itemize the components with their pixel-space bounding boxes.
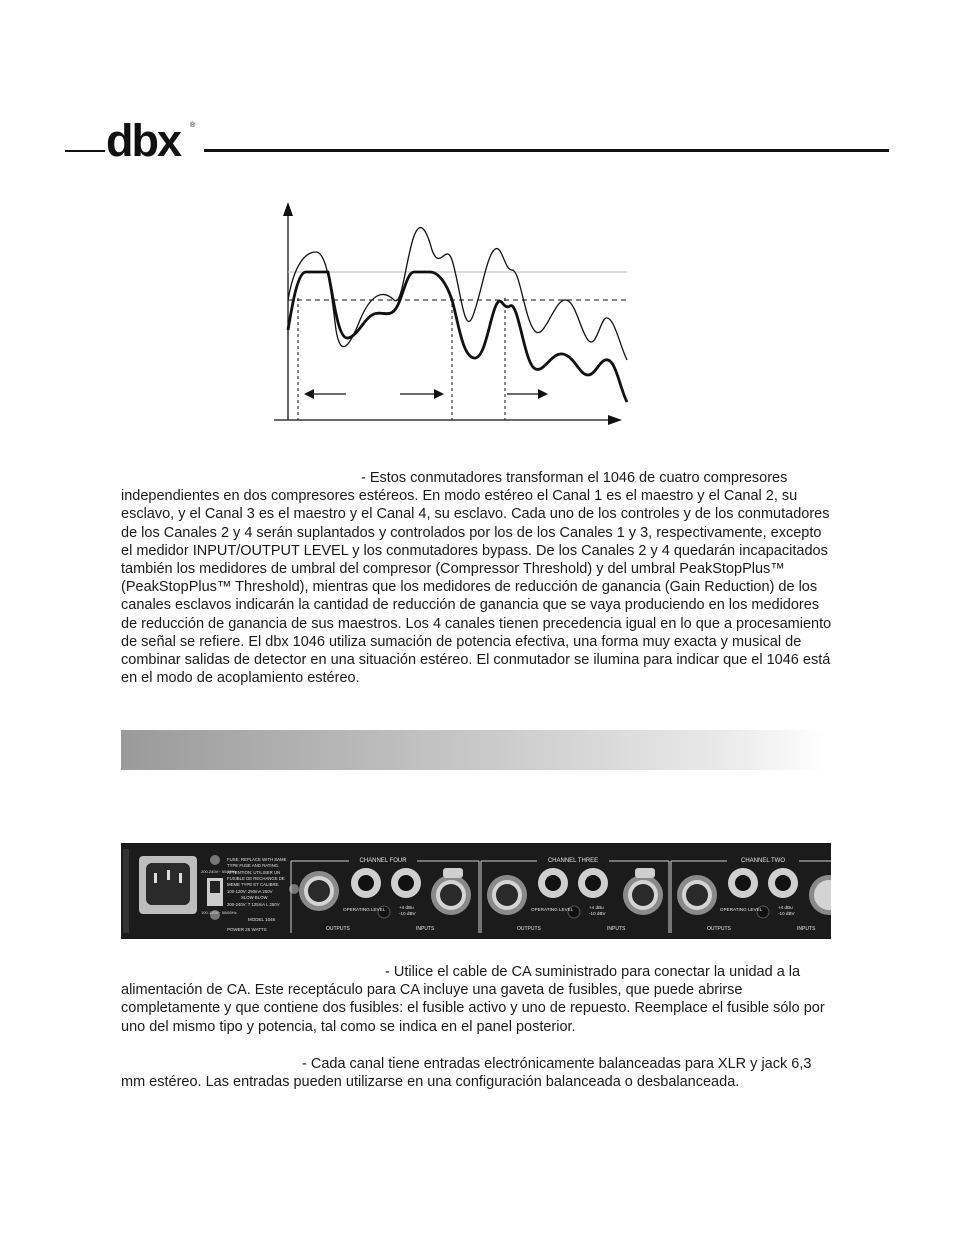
svg-text:-10 dBV: -10 dBV [589, 911, 606, 916]
arrow-left-icon [304, 389, 314, 399]
svg-text:OPERATING LEVEL: OPERATING LEVEL [531, 907, 574, 912]
svg-text:INPUTS: INPUTS [797, 926, 816, 932]
arrow-right-icon [434, 389, 444, 399]
svg-text:ATTENTION: UTILISER UN: ATTENTION: UTILISER UN [227, 870, 281, 875]
svg-text:FUSE: REPLACE WITH SAME: FUSE: REPLACE WITH SAME [227, 857, 287, 862]
dbx-logo: dbx [106, 115, 181, 166]
svg-text:INPUTS: INPUTS [607, 926, 626, 932]
svg-text:-10 dBV: -10 dBV [399, 911, 416, 916]
compression-waveform-diagram [270, 198, 640, 428]
svg-text:FUSIBLE DE RECHANGE DE: FUSIBLE DE RECHANGE DE [227, 876, 285, 881]
svg-text:INPUTS: INPUTS [416, 926, 435, 932]
svg-text:+4 dBu: +4 dBu [399, 905, 414, 910]
channel-two-label: CHANNEL TWO [740, 858, 786, 864]
model-label: MODEL 1046 [248, 917, 276, 922]
section-banner [121, 730, 826, 770]
ac-power-receptacle-icon [146, 863, 190, 905]
operating-level-label: OPERATING LEVEL [343, 907, 386, 912]
svg-text:+4 dBu: +4 dBu [589, 905, 604, 910]
voltage-top-label: 200-240V~ 50/60Hz [201, 869, 237, 874]
power-cord-text: - Utilice el cable de CA suministrado para conectar la unidad a la alimentación de CA. Este receptáculo para CA incluye una gaveta de fusibles, que puede abrirse completamente y que contiene dos fusibles: el fusible activo y uno de repuesto. Reemplace el fusible sólo por uno del mismo tipo y potencia, tal como se indica en el panel posterior. [121, 964, 825, 1035]
inputs-text: - Cada canal tiene entradas electrónicamente balanceadas para XLR y jack 6,3 mm estéreo. Las entradas pueden utilizarse en una configuración balanceada o desbalanceada. [121, 1056, 812, 1091]
svg-text:SLOW BLOW: SLOW BLOW [241, 895, 268, 900]
registered-mark: ® [190, 122, 196, 129]
rear-panel-drawing [121, 843, 831, 939]
header-rule-right [204, 149, 889, 152]
stereo-couple-text: - Estos conmutadores transforman el 1046 de cuatro compresores independientes en dos compresores estéreos. En modo estéreo el Canal 1 es el maestro y el Canal 2, su esclavo, y el Canal 3 es el maestro y el Canal 4, su esclavo. Cada uno de los controles y de los conmutadores de los Canales 2 y 4 serán suplantados y controlados por los de los Canales 1 y 3, respectivamente, excepto el medidor INPUT/OUTPUT LEVEL y los conmutadores bypass. De los Canales 2 y 4 quedarán incapacitados también los medidores de umbral del compresor (Compressor Threshold) y del umbral PeakStopPlus™ (PeakStopPlus™ Threshold), mientras que los medidores de reducción de ganancia (Gain Reduction) de los canales esclavos indicarán la cantidad de reducción de ganancia que se vaya produciendo en los medidores de reducción de ganancia de sus maestros. Los 4 canales tienen precedencia igual en lo que a procesamiento de señal se refiere. El dbx 1046 utiliza sumación de potencia efectiva, una forma muy exacta y musical de combinar salidas de detector en una situación estéreo. El conmutador se ilumina para indicar que el 1046 está en el modo de acoplamiento estéreo. [121, 470, 832, 687]
screw-icon [210, 855, 220, 865]
voltage-bottom-label: 100-120V~ 50/60Hz [201, 910, 237, 915]
power-cord-paragraph [121, 963, 836, 1036]
svg-text:OUTPUTS: OUTPUTS [707, 926, 731, 932]
rear-panel-image [121, 843, 831, 939]
svg-text:200-240V: T 125mA L 250V: 200-240V: T 125mA L 250V [227, 902, 280, 907]
svg-text:100-120V: 250mA 250V: 100-120V: 250mA 250V [227, 889, 273, 894]
svg-text:MEME TYPE ET CALIBRE.: MEME TYPE ET CALIBRE. [227, 882, 280, 887]
svg-text:TYPE FUSE AND RATING.: TYPE FUSE AND RATING. [227, 863, 280, 868]
svg-text:-10 dBV: -10 dBV [778, 911, 795, 916]
svg-text:OPERATING LEVEL: OPERATING LEVEL [720, 907, 763, 912]
power-label: POWER 25 WATTS [227, 927, 267, 932]
header-rule-left [65, 150, 105, 152]
arrow-right-icon [538, 389, 548, 399]
stereo-couple-paragraph [121, 469, 836, 687]
x-axis-arrow-icon [608, 415, 622, 425]
channel-four-label: CHANNEL FOUR [359, 858, 407, 864]
y-axis-arrow-icon [283, 202, 293, 216]
inputs-paragraph [121, 1055, 836, 1091]
channel-three-label: CHANNEL THREE [547, 858, 599, 864]
output-signal-curve [288, 272, 627, 402]
svg-text:+4 dBu: +4 dBu [778, 905, 793, 910]
svg-text:OUTPUTS: OUTPUTS [517, 926, 541, 932]
svg-text:OUTPUTS: OUTPUTS [326, 926, 350, 932]
input-signal-curve [288, 228, 627, 360]
